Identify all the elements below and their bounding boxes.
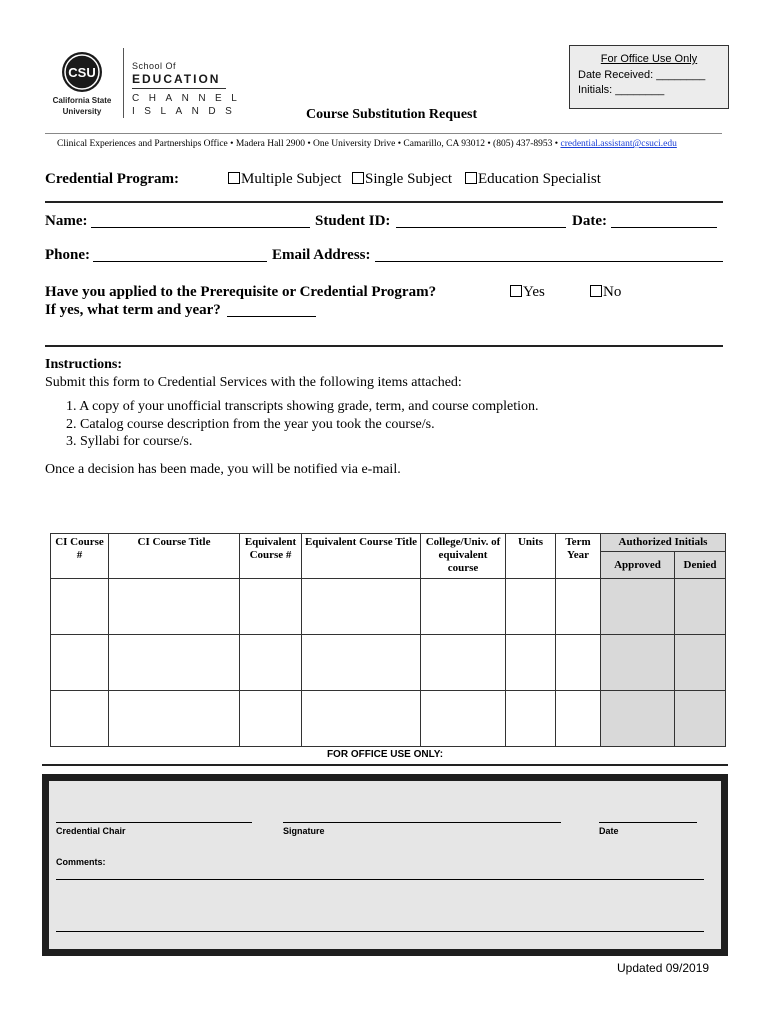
instructions-closing: Once a decision has been made, you will be notified via e-mail. [45,462,401,477]
credential-chair-line[interactable] [56,822,252,823]
table-cell[interactable] [421,635,506,691]
header-ci-course-title: CI Course Title [109,534,240,579]
date-label: Date: [572,213,607,229]
name-label: Name: [45,213,88,229]
date-label-office: Date [599,826,619,836]
credential-program-label: Credential Program: [45,171,179,187]
table-cell[interactable] [51,635,109,691]
option-no[interactable]: No [590,284,621,301]
table-cell[interactable] [109,691,240,747]
comments-label: Comments: [56,857,106,867]
comments-line[interactable] [56,879,704,880]
option-education-specialist[interactable]: Education Specialist [465,171,601,188]
instructions-intro: Submit this form to Credential Services with the following items attached: [45,375,462,390]
student-id-input[interactable] [396,227,566,228]
logo-divider [123,48,124,118]
instructions-heading: Instructions: [45,357,123,372]
signature-label: Signature [283,826,325,836]
student-id-label: Student ID: [315,213,391,229]
header-ci-course-num: CI Course # [51,534,109,579]
table-cell[interactable] [506,635,556,691]
table-cell[interactable] [240,635,302,691]
table-cell[interactable] [506,579,556,635]
logo-islands: ISLANDS [132,106,242,117]
csu-logo-icon [62,52,102,92]
course-table [50,533,726,747]
list-item: 3. Syllabi for course/s. [66,434,193,449]
table-cell[interactable] [556,579,601,635]
option-single-subject[interactable]: Single Subject [352,171,452,188]
credential-chair-label: Credential Chair [56,826,126,836]
checkbox-icon[interactable] [510,285,522,297]
table-cell[interactable] [675,635,726,691]
table-cell[interactable] [302,579,421,635]
section-divider [45,345,723,347]
list-item: 2. Catalog course description from the year you took the course/s. [66,416,435,432]
contact-email-link[interactable]: credential.assistant@csuci.edu [560,139,677,149]
table-cell[interactable] [421,579,506,635]
logo-channel: CHANNEL [132,93,247,104]
table-cell[interactable] [601,579,675,635]
office-panel-body [49,781,721,949]
date-received-field: Date Received: ________ [578,69,706,81]
office-use-heading: FOR OFFICE USE ONLY: [326,749,444,760]
checkbox-icon[interactable] [352,172,364,184]
office-use-title: For Office Use Only [600,53,698,65]
table-cell[interactable] [556,691,601,747]
office-divider [42,764,728,766]
logo-education: EDUCATION [132,72,221,86]
table-cell[interactable] [240,691,302,747]
table-cell[interactable] [51,579,109,635]
contact-info [57,139,677,149]
table-cell[interactable] [109,579,240,635]
checkbox-icon[interactable] [228,172,240,184]
table-cell[interactable] [109,635,240,691]
phone-label: Phone: [45,247,90,263]
table-row [51,635,726,691]
option-yes[interactable]: Yes [510,284,545,301]
table-cell[interactable] [675,579,726,635]
svg-text:CSU: CSU [68,65,96,80]
instructions-list [66,398,539,451]
signature-line[interactable] [283,822,561,823]
table-cell[interactable] [421,691,506,747]
table-row [51,691,726,747]
date-input[interactable] [611,227,717,228]
header-denied: Denied [675,552,726,579]
table-cell[interactable] [601,635,675,691]
table-cell[interactable] [675,691,726,747]
email-label: Email Address: [272,247,371,263]
header-equiv-course-num: Equivalent Course # [240,534,302,579]
table-cell[interactable] [51,691,109,747]
phone-input[interactable] [93,261,267,262]
table-cell[interactable] [302,635,421,691]
table-cell[interactable] [601,691,675,747]
header-divider [45,133,722,134]
page-title: Course Substitution Request [306,107,478,122]
table-cell[interactable] [556,635,601,691]
table-row [51,579,726,635]
logo-university-name: California State University [52,96,112,116]
applied-question: Have you applied to the Prerequisite or Credential Program? [45,284,437,300]
term-year-input[interactable] [227,316,316,317]
header-units: Units [506,534,556,579]
checkbox-icon[interactable] [465,172,477,184]
office-use-box [569,45,729,109]
name-input[interactable] [91,227,310,228]
email-input[interactable] [375,261,723,262]
header-approved: Approved [601,552,675,579]
date-line[interactable] [599,822,697,823]
initials-field: Initials: ________ [578,84,665,96]
checkbox-icon[interactable] [590,285,602,297]
table-cell[interactable] [506,691,556,747]
table-cell[interactable] [240,579,302,635]
term-year-label: If yes, what term and year? [45,302,221,318]
section-divider [45,201,723,203]
header-authorized-initials: Authorized Initials [601,534,726,552]
table-cell[interactable] [302,691,421,747]
header-equiv-course-title: Equivalent Course Title [302,534,421,579]
comments-line[interactable] [56,931,704,932]
updated-date: Updated 09/2019 [617,961,710,975]
header-college: College/Univ. of equivalent course [421,534,506,579]
logo-rule [132,88,226,89]
option-multiple-subject[interactable]: Multiple Subject [228,171,341,188]
logo-school-of: School Of [132,61,177,71]
office-panel [42,774,728,956]
list-item: 1. A copy of your unofficial transcripts showing grade, term, and course completion. [66,399,539,414]
header-term-year: Term Year [556,534,601,579]
contact-text: Clinical Experiences and Partnerships Office • Madera Hall 2900 • One University Drive • Camarillo, CA 93012 • (805) 437-8953 • [57,139,561,149]
